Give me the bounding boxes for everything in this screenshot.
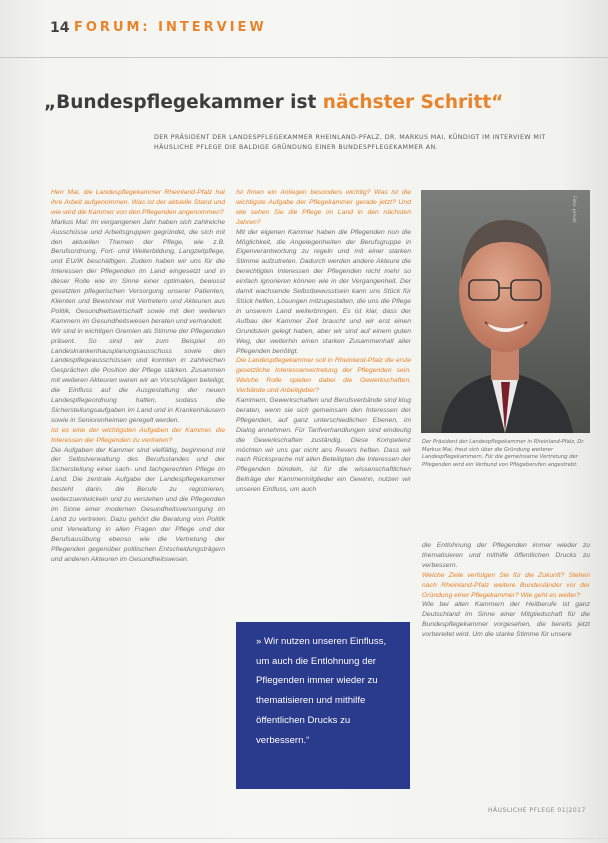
text-column-2 bbox=[236, 188, 411, 608]
text-column-3 bbox=[422, 541, 590, 791]
title-main: „Bundespflegekammer ist bbox=[44, 92, 323, 113]
question-2: Ist es eine der wichtigsten Aufgaben der Kammer, die Interessen der Pflegenden zu vertreten? bbox=[51, 426, 225, 444]
answer-4: Kammern, Gewerkschaften und Berufsverbände sind klug beraten, wenn sie sich gemeinsam den Interessen der Pflegenden, auf ganz unterschiedlichen Ebenen, im Dialog annehmen. Für Tarifverhandlungen sind eindeutig die Gewerkschaften zuständig. Diese Kompetenz möchten wir uns gar nicht ans Revers heften. Dass wir nach Rücksprache mit allen Beteiligten die Interessen der Pflegenden bündeln, ist für die wissenschaftlichen Beiträge der Kammermitglieder ein Gewinn, nutzen wir unseren Einfluss, um auch bbox=[236, 397, 411, 494]
pull-quote-box bbox=[236, 622, 410, 789]
section-label: FORUM: INTERVIEW bbox=[74, 20, 267, 35]
answer-4-continued: die Entlohnung der Pflegenden immer wieder zu thematisieren und mithilfe öffentlichen Drucks zu verbessern. bbox=[422, 542, 590, 569]
article-lead: DER PRÄSIDENT DER LANDESPFLEGEKAMMER RHEINLAND-PFALZ, DR. MARKUS MAI, KÜNDIGT IM INTERVIEW MIT HÄUSLICHE PFLEGE DIE BALDIGE GRÜNDUNG EINER BUNDESPFLEGEKAMMER AN. bbox=[154, 134, 546, 151]
photo-credit: Foto: privat bbox=[571, 196, 576, 223]
question-5: Welche Ziele verfolgen Sie für die Zukunft? Stehen nach Rheinland-Pfalz weitere Bundesländer vor der Gründung einer Pflegekammer? Wie geht es weiter? bbox=[422, 571, 590, 599]
photo-caption: Der Präsident der Landespflegekammer in Rheinland-Pfalz, Dr. Markus Mai, freut sich über die Gründung weiterer Landespflegekammern. Für die gemeinsame Vertretung der Pflegenden wird ein Verbund von Pflegeberufen angestrebt. bbox=[422, 439, 585, 469]
text-column-1 bbox=[51, 188, 225, 748]
question-1: Herr Mai, die Landespflegekammer Rheinland-Pfalz hat ihre Arbeit aufgenommen. Was ist der aktuelle Stand und wie wird die Kammer von den Pflegenden angenommen? bbox=[51, 189, 225, 216]
answer-1a: Markus Mai: Im vergangenen Jahr haben sich zahlreiche Ausschüsse und Arbeitsgruppen gegründet, die sich mit den aktuellen Themen der Pflege, wie z.B. Berufsordnung, Fort- und Weiterbildung, Langzeitpflege, und EU/IK beschäftigen. Zudem haben wir uns für die Interessen der Pflegenden im Land eingesetzt und in dieser Rolle wie im Sinne einer optimalen, bewusst gesetzten pflegerischen Versorgung unserer Patienten, Klienten und Bewohner mit Vertretern und Akteuren aus Politik, Gesundheitswirtschaft sowie mit den weiteren Kammern im Gesundheitswesen beraten und verhandelt. bbox=[51, 218, 225, 325]
answer-1b: Wir sind in wichtigen Gremien als Stimme der Pflegenden präsent. So sind wir zum Beispiel im Landeskrankenhausplanungsausschuss sowie den Landespflegeausschüssen und konnten in zahlreichen Gesprächen die Position der Pflege stärken. Zusammen mit weiteren Akteuren waren wir an Vorschlägen beteiligt, die Einfluss auf die Ausgestaltung der neuen Landespflegeordnung hatten, sodass die Sicherstellungsaufgaben im Land und in Krankenhäusern sowie in Seniorenheimen geregelt werden. bbox=[51, 327, 225, 424]
footer-issue: HÄUSLICHE PFLEGE 01|2017 bbox=[488, 807, 586, 814]
footer-rule bbox=[0, 838, 608, 839]
header-rule bbox=[0, 57, 608, 58]
page-number: 14 bbox=[50, 20, 70, 36]
question-3: Ist Ihnen ein Anliegen besonders wichtig? Was ist die wichtigste Aufgabe der Pflegekammer gerade jetzt? Und wie sehen Sie die Pflege im Land in den nächsten Jahren? bbox=[236, 189, 411, 226]
article-title bbox=[44, 92, 503, 113]
pull-quote: » Wir nutzen unseren Einfluss, um auch die Entlohnung der Pflegenden immer wieder zu thematisieren und mithilfe öffentlichen Drucks zu verbessern.“ bbox=[256, 636, 387, 746]
answer-3: Mit der eigenen Kammer haben die Pflegenden nun die Möglichkeit, die Angelegenheiten der Berufsgruppe in Eigenverantwortung zu regeln und mit einer starken Stimme aufzutreten. Dadurch werden andere Akteure die berechtigten Interessen der Pflegenden nicht mehr so einfach ignorieren können wie in der Vergangenheit. Der damit wachsende Selbstbewusstsein kann uns Stück für Stück helfen, Lösungen mitzugestalten, die uns die Pflege in unserem Land weiterbringen. Es ist klar, dass der Aufbau der Kammer Zeit braucht und wir erst einen Grundstein gelegt haben, aber wir sind auf einem guten Weg, der weiterhin einen starken Zusammenhalt aller Pflegenden benötigt. bbox=[236, 228, 411, 355]
portrait-illustration bbox=[421, 190, 590, 433]
answer-5: Wie bei allen Kammern der Heilberufe ist ganz Deutschland im Sinne einer Mitgliedschaft für die Bundespflegekammer vorgesehen, die bereits jetzt vorbereitet wird. Um die starke Stimme für unsere bbox=[422, 601, 590, 639]
title-highlight: nächster Schritt“ bbox=[322, 92, 504, 113]
question-4: Die Landespflegekammer soll in Rheinland-Pfalz die erste gesetzliche Interessenvertretung der Pflegenden sein. Welche Rolle spielen dabei die Gewerkschaften, Verbände und Arbeitgeber? bbox=[236, 357, 411, 395]
portrait-photo bbox=[421, 190, 590, 433]
answer-2: Die Aufgaben der Kammer sind vielfältig, beginnend mit der Selbstverwaltung des Berufsstandes und der Sicherstellung einer sach- und fachgerechten Pflege im Land. Die zentrale Aufgabe der Landespflegekammer besteht darin, die Berufe zu registrieren, weiterzuentwickeln und zu verstehen und die Pflegenden im Sinne einer modernen Gesundheitsversorgung im Land zu vertreten. Dazu gehört die Beratung von Politik und Verwaltung in allen Fragen der Pflege und der Berufsausübung ebenso wie die Vertretung der Pflegenden gegenüber politischen Entscheidungsträgern und anderen Akteuren im Gesundheitswesen. bbox=[51, 446, 225, 563]
